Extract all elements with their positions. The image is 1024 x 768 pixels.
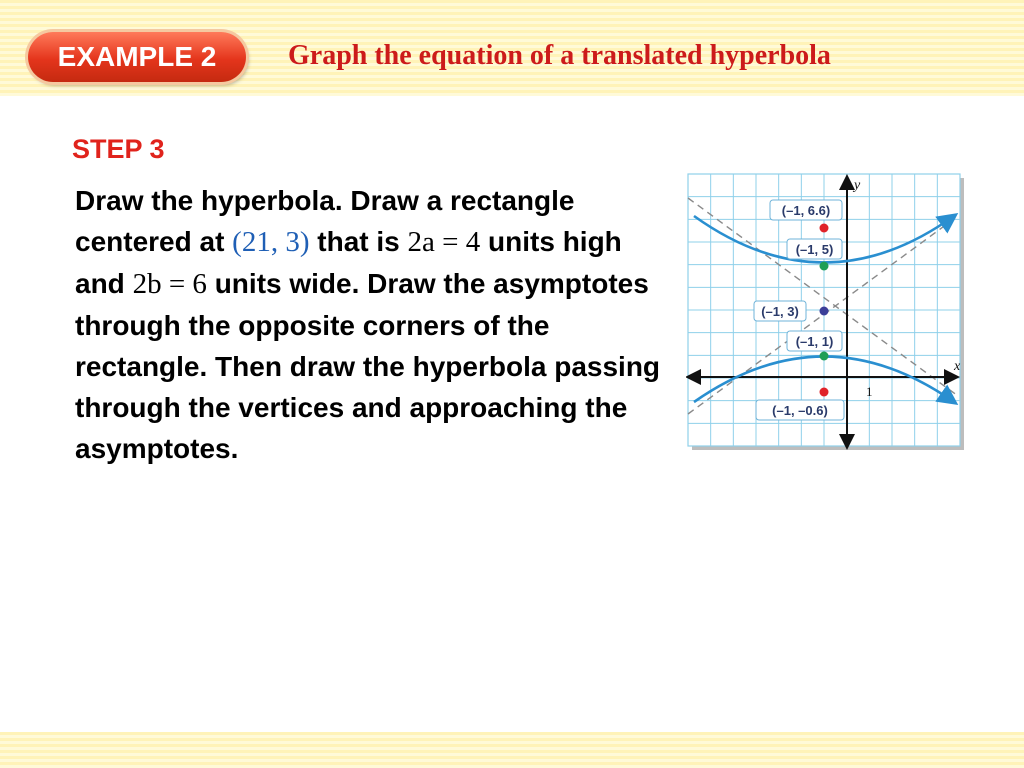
point-dot: [820, 388, 829, 397]
width-equation: 2b = 6: [132, 268, 207, 300]
step-label: STEP 3: [72, 134, 165, 164]
instruction-part-3: units high and: [75, 226, 622, 299]
instruction-text: [75, 180, 665, 469]
point-dot: [820, 224, 829, 233]
y-axis-label: y: [854, 178, 861, 193]
footer-band: [0, 732, 1024, 768]
example-badge: EXAMPLE 2: [28, 32, 246, 82]
x-axis-label: x: [954, 359, 961, 374]
hyperbola-graph: [686, 172, 968, 454]
point-dot: [820, 352, 829, 361]
instruction-part-4: units wide. Draw the asymptotes through the opposite corners of the rectangle. Then draw the hyperbola passing through the vertices and approaching the asymptotes.: [75, 268, 661, 464]
center-coordinates: (21, 3): [232, 226, 310, 258]
instruction-part-1: Draw the hyperbola. Draw a rectangle centered at: [75, 185, 575, 257]
point-label: (–1, 1): [795, 334, 834, 349]
height-equation: 2a = 4: [407, 226, 481, 258]
point-label: (–1, 3): [761, 304, 799, 319]
point-dot: [820, 307, 829, 316]
point-dot: [820, 262, 829, 271]
instruction-part-2: that is: [309, 226, 408, 257]
point-label: (–1, 6.6): [781, 203, 831, 218]
point-label: (–1, 5): [795, 242, 834, 257]
point-label: (–1, –0.6): [772, 403, 828, 418]
slide-title: Graph the equation of a translated hyperbola: [288, 40, 831, 71]
x-tick-label: 1: [866, 384, 873, 399]
